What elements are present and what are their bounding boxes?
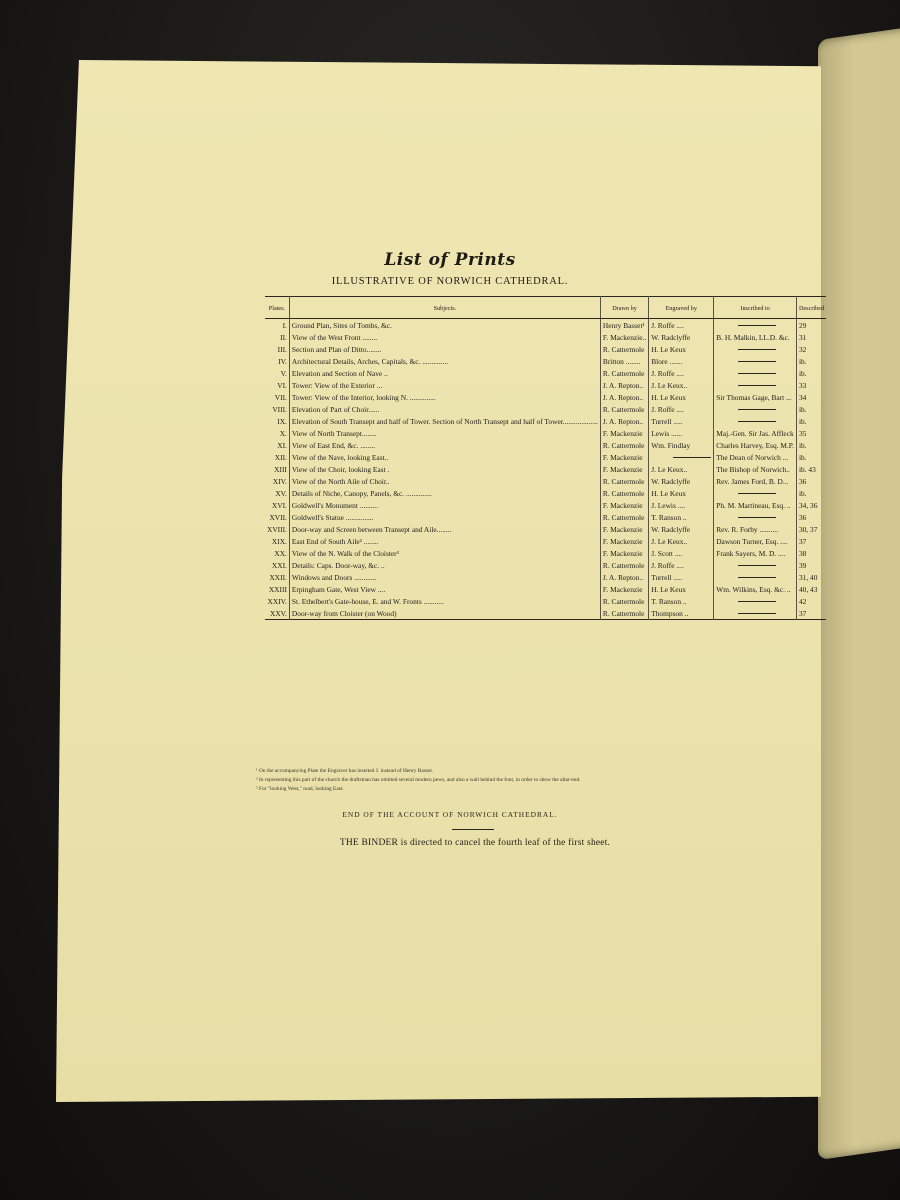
table-row — [265, 415, 826, 427]
drawn-by-cell: F. Mackenzie — [600, 463, 648, 475]
plate-cell: XIV. — [272, 476, 287, 486]
table-row — [265, 391, 826, 403]
drawn-by-cell: F. Mackenzie — [600, 427, 648, 439]
engraved-by-cell: J. Lewis .... — [649, 499, 714, 511]
described-cell: ib. — [796, 451, 826, 463]
engraved-by-cell: Blore ....... — [649, 355, 714, 367]
described-cell: ib. — [796, 487, 826, 499]
plate-cell: III. — [277, 344, 287, 354]
engraved-by-cell: Turrell ..... — [649, 571, 714, 583]
described-cell: 32 — [796, 343, 826, 355]
inscribed-to-cell — [714, 403, 797, 415]
inscribed-to-cell: B. H. Malkin, LL.D. &c. — [714, 331, 797, 343]
blank-dash — [738, 373, 776, 374]
plate-cell: XXII. — [269, 572, 287, 582]
engraved-by-cell: Thompson .. — [649, 607, 714, 620]
plate-cell: VI. — [277, 380, 287, 390]
subject-cell: View of the Choir, looking East . — [289, 463, 600, 475]
plate-cell: VIII. — [272, 404, 287, 414]
subject-cell: Ground Plan, Sites of Tombs, &c. — [289, 319, 600, 332]
table-row — [265, 319, 826, 332]
table-row — [265, 559, 826, 571]
described-cell: 37 — [796, 535, 826, 547]
engraved-by-cell: J. Le Keux.. — [649, 535, 714, 547]
engraved-by-cell: J. Roffe .... — [649, 367, 714, 379]
described-cell: 31 — [796, 331, 826, 343]
subject-cell: East End of South Aile² ........ — [289, 535, 600, 547]
blank-dash — [738, 385, 776, 386]
described-cell: 38 — [796, 547, 826, 559]
inscribed-to-cell: Wm. Wilkins, Esq. &c. .. — [714, 583, 797, 595]
subject-cell: Windows and Doors ............ — [289, 571, 600, 583]
column-header-described: Described — [796, 297, 826, 319]
table-row — [265, 535, 826, 547]
subject-cell: Erpingham Gate, West View .... — [289, 583, 600, 595]
subject-cell: Goldwell's Monument .......... — [289, 499, 600, 511]
inscribed-to-cell — [714, 559, 797, 571]
inscribed-to-cell: Rev. James Ford, B. D... — [714, 475, 797, 487]
divider-rule — [452, 829, 494, 830]
engraved-by-cell: H. Le Keux — [649, 583, 714, 595]
plate-cell: XII. — [274, 452, 287, 462]
table-row — [265, 355, 826, 367]
table-row — [265, 343, 826, 355]
table-row — [265, 379, 826, 391]
drawn-by-cell: R. Cattermole — [600, 367, 648, 379]
inscribed-to-cell: Ph. M. Martineau, Esq. .. — [714, 499, 797, 511]
engraved-by-cell: W. Radclyffe — [649, 523, 714, 535]
inscribed-to-cell: Charles Harvey, Esq. M.P. — [714, 439, 797, 451]
drawn-by-cell: F. Mackenzie — [600, 547, 648, 559]
described-cell: ib. — [796, 367, 826, 379]
column-header-drawn-by: Drawn by — [600, 297, 648, 319]
engraved-by-cell: Lewis ...... — [649, 427, 714, 439]
described-cell: ib. — [796, 415, 826, 427]
subject-cell: Elevation of South Transept and half of Tower. Section of North Transept and half of Tower................... — [289, 415, 600, 427]
plate-cell: I. — [282, 320, 287, 330]
engraved-by-cell: J. Roffe .... — [649, 559, 714, 571]
blank-dash — [738, 601, 776, 602]
subject-cell: Door-way from Cloister (on Wood) — [289, 607, 600, 620]
plate-cell: XXV. — [270, 608, 287, 618]
drawn-by-cell: F. Mackenzie — [600, 499, 648, 511]
drawn-by-cell: R. Cattermole — [600, 475, 648, 487]
plate-cell: XXIV. — [267, 596, 287, 606]
inscribed-to-cell — [714, 343, 797, 355]
engraved-by-cell: T. Ranson .. — [649, 595, 714, 607]
drawn-by-cell: J. A. Repton.. — [600, 571, 648, 583]
engraved-by-cell: W. Radclyffe — [649, 331, 714, 343]
drawn-by-cell: R. Cattermole — [600, 343, 648, 355]
column-header-plates: Plates. — [265, 297, 289, 319]
blank-dash — [738, 361, 776, 362]
plate-cell: IV. — [278, 356, 287, 366]
drawn-by-cell: J. A. Repton.. — [600, 415, 648, 427]
described-cell: 42 — [796, 595, 826, 607]
plate-cell: XV. — [275, 488, 287, 498]
drawn-by-cell: F. Mackenzie — [600, 535, 648, 547]
described-cell: 36 — [796, 511, 826, 523]
drawn-by-cell: Henry Basset¹ — [600, 319, 648, 332]
subject-cell: Door-way and Screen between Transept and Aile........ — [289, 523, 600, 535]
plate-cell: V. — [280, 368, 287, 378]
blank-dash — [738, 349, 776, 350]
plate-cell: IX. — [277, 416, 287, 426]
blank-dash — [738, 517, 776, 518]
plate-cell: XIII — [274, 464, 287, 474]
footnote: ² In representing this part of the church the draftsman has omitted several modern pews, and also a wall behind the font, in order to show the altar-end. — [256, 776, 581, 783]
subject-cell: View of the West Front ........ — [289, 331, 600, 343]
drawn-by-cell: R. Cattermole — [600, 487, 648, 499]
drawn-by-cell: F. Mackenzie — [600, 451, 648, 463]
column-header-engraved-by: Engraved by — [649, 297, 714, 319]
described-cell: ib. 43 — [796, 463, 826, 475]
inscribed-to-cell — [714, 607, 797, 620]
drawn-by-cell: R. Cattermole — [600, 511, 648, 523]
table-header-row — [265, 297, 826, 319]
end-of-account-line: END OF THE ACCOUNT OF NORWICH CATHEDRAL. — [342, 810, 558, 819]
footnote: ¹ On the accompanying Plate the Engraver has inserted J. instead of Henry Basset. — [256, 768, 434, 774]
table-row — [265, 331, 826, 343]
table-row — [265, 463, 826, 475]
described-cell: 29 — [796, 319, 826, 332]
engraved-by-cell: Turrell ..... — [649, 415, 714, 427]
drawn-by-cell: J. A. Repton.. — [600, 379, 648, 391]
table-row — [265, 583, 826, 595]
inscribed-to-cell: The Bishop of Norwich.. — [714, 463, 797, 475]
described-cell: ib. — [796, 439, 826, 451]
subject-cell: View of the Nave, looking East.. — [289, 451, 600, 463]
inscribed-to-cell: The Dean of Norwich ... — [714, 451, 797, 463]
plate-cell: XIX. — [271, 536, 287, 546]
drawn-by-cell: F. Mackenzie — [600, 583, 648, 595]
plate-cell: XXI. — [271, 560, 287, 570]
drawn-by-cell: F. Mackenzie.. — [600, 331, 648, 343]
subject-cell: View of East End, &c. ........ — [289, 439, 600, 451]
inscribed-to-cell — [714, 355, 797, 367]
inscribed-to-cell — [714, 367, 797, 379]
table-row — [265, 439, 826, 451]
described-cell: ib. — [796, 403, 826, 415]
blank-dash — [738, 493, 776, 494]
engraved-by-cell: H. Le Keux — [649, 391, 714, 403]
plate-cell: XI. — [277, 440, 287, 450]
described-cell: 34, 36 — [796, 499, 826, 511]
inscribed-to-cell: Rev. R. Forby .......... — [714, 523, 797, 535]
blank-dash — [738, 577, 776, 578]
drawn-by-cell: J. A. Repton.. — [600, 391, 648, 403]
table-row — [265, 607, 826, 620]
inscribed-to-cell — [714, 595, 797, 607]
blank-dash — [738, 421, 776, 422]
inscribed-to-cell: Sir Thomas Gage, Bart ... — [714, 391, 797, 403]
subject-cell: View of the N. Walk of the Cloister³ — [289, 547, 600, 559]
plate-cell: XX. — [274, 548, 287, 558]
blank-dash — [738, 409, 776, 410]
described-cell: 40, 43 — [796, 583, 826, 595]
page-title: List of Prints — [384, 250, 516, 270]
drawn-by-cell: R. Cattermole — [600, 595, 648, 607]
described-cell: 36 — [796, 475, 826, 487]
plate-cell: X. — [279, 428, 287, 438]
table-row — [265, 451, 826, 463]
page-subtitle: ILLUSTRATIVE OF NORWICH CATHEDRAL. — [331, 276, 569, 287]
inscribed-to-cell — [714, 571, 797, 583]
drawn-by-cell: R. Cattermole — [600, 439, 648, 451]
facing-page-edge — [818, 23, 900, 1160]
described-cell: 39 — [796, 559, 826, 571]
engraved-by-cell: J. Le Keux.. — [649, 379, 714, 391]
engraved-by-cell: Wm. Findlay — [649, 439, 714, 451]
engraved-by-cell: H. Le Keux — [649, 343, 714, 355]
subject-cell: St. Ethelbert's Gate-house, E. and W. Fronts ........... — [289, 595, 600, 607]
inscribed-to-cell: Dawson Turner, Esq. .... — [714, 535, 797, 547]
drawn-by-cell: R. Cattermole — [600, 559, 648, 571]
subject-cell: View of the North Aile of Choir.. — [289, 475, 600, 487]
subject-cell: View of North Transept........ — [289, 427, 600, 439]
table-row — [265, 367, 826, 379]
column-header-subjects: Subjects. — [289, 297, 600, 319]
table-row — [265, 499, 826, 511]
table-row — [265, 571, 826, 583]
blank-dash — [673, 457, 711, 458]
table-row — [265, 403, 826, 415]
blank-dash — [738, 565, 776, 566]
table-row — [265, 427, 826, 439]
described-cell: 31, 40 — [796, 571, 826, 583]
described-cell: 30, 37 — [796, 523, 826, 535]
subject-cell: Goldwell's Statue ............... — [289, 511, 600, 523]
inscribed-to-cell — [714, 511, 797, 523]
described-cell: 37 — [796, 607, 826, 620]
engraved-by-cell: W. Radclyffe — [649, 475, 714, 487]
engraved-by-cell: J. Scott .... — [649, 547, 714, 559]
described-cell: 35 — [796, 427, 826, 439]
table-row — [265, 475, 826, 487]
plate-cell: VII. — [274, 392, 287, 402]
inscribed-to-cell: Maj.-Gen. Sir Jas. Affleck — [714, 427, 797, 439]
binder-instruction: THE BINDER is directed to cancel the fourth leaf of the first sheet. — [339, 838, 611, 848]
drawn-by-cell: R. Cattermole — [600, 403, 648, 415]
drawn-by-cell: F. Mackenzie — [600, 523, 648, 535]
described-cell: ib. — [796, 355, 826, 367]
subject-cell: Elevation and Section of Nave .. — [289, 367, 600, 379]
inscribed-to-cell — [714, 487, 797, 499]
engraved-by-cell: H. Le Keux — [649, 487, 714, 499]
inscribed-to-cell — [714, 415, 797, 427]
table-row — [265, 523, 826, 535]
engraved-by-cell: T. Ranson .. — [649, 511, 714, 523]
subject-cell: Tower: View of the Interior, looking N. .............. — [289, 391, 600, 403]
inscribed-to-cell — [714, 379, 797, 391]
table-row — [265, 547, 826, 559]
subject-cell: Details of Niche, Canopy, Panels, &c. .............. — [289, 487, 600, 499]
table-row — [265, 595, 826, 607]
table-row — [265, 487, 826, 499]
table-body — [265, 319, 826, 620]
engraved-by-cell — [649, 451, 714, 463]
column-header-inscribed-to: Inscribed to — [714, 297, 797, 319]
plate-cell: XVI. — [271, 500, 287, 510]
footnote: ³ For "looking West," read, looking East. — [256, 785, 344, 792]
inscribed-to-cell: Frank Sayers, M. D. .... — [714, 547, 797, 559]
subject-cell: Details: Caps. Door-way, &c. .. — [289, 559, 600, 571]
prints-table — [265, 296, 826, 620]
inscribed-to-cell — [714, 319, 797, 332]
plate-cell: XVIII. — [267, 524, 287, 534]
described-cell: 34 — [796, 391, 826, 403]
plate-cell: XVII. — [269, 512, 287, 522]
blank-dash — [738, 613, 776, 614]
footnotes — [256, 768, 696, 794]
subject-cell: Architectural Details, Arches, Capitals, &c. .............. — [289, 355, 600, 367]
drawn-by-cell: Britton ........ — [600, 355, 648, 367]
blank-dash — [738, 325, 776, 326]
engraved-by-cell: J. Roffe .... — [649, 403, 714, 415]
subject-cell: Elevation of Part of Choir...... — [289, 403, 600, 415]
plate-cell: II. — [280, 332, 287, 342]
subject-cell: Tower: View of the Exterior ... — [289, 379, 600, 391]
engraved-by-cell: J. Roffe .... — [649, 319, 714, 332]
table-row — [265, 511, 826, 523]
subject-cell: Section and Plan of Ditto........ — [289, 343, 600, 355]
drawn-by-cell: R. Cattermole — [600, 607, 648, 620]
engraved-by-cell: J. Le Keux.. — [649, 463, 714, 475]
described-cell: 33 — [796, 379, 826, 391]
plate-cell: XXIII — [268, 584, 287, 594]
